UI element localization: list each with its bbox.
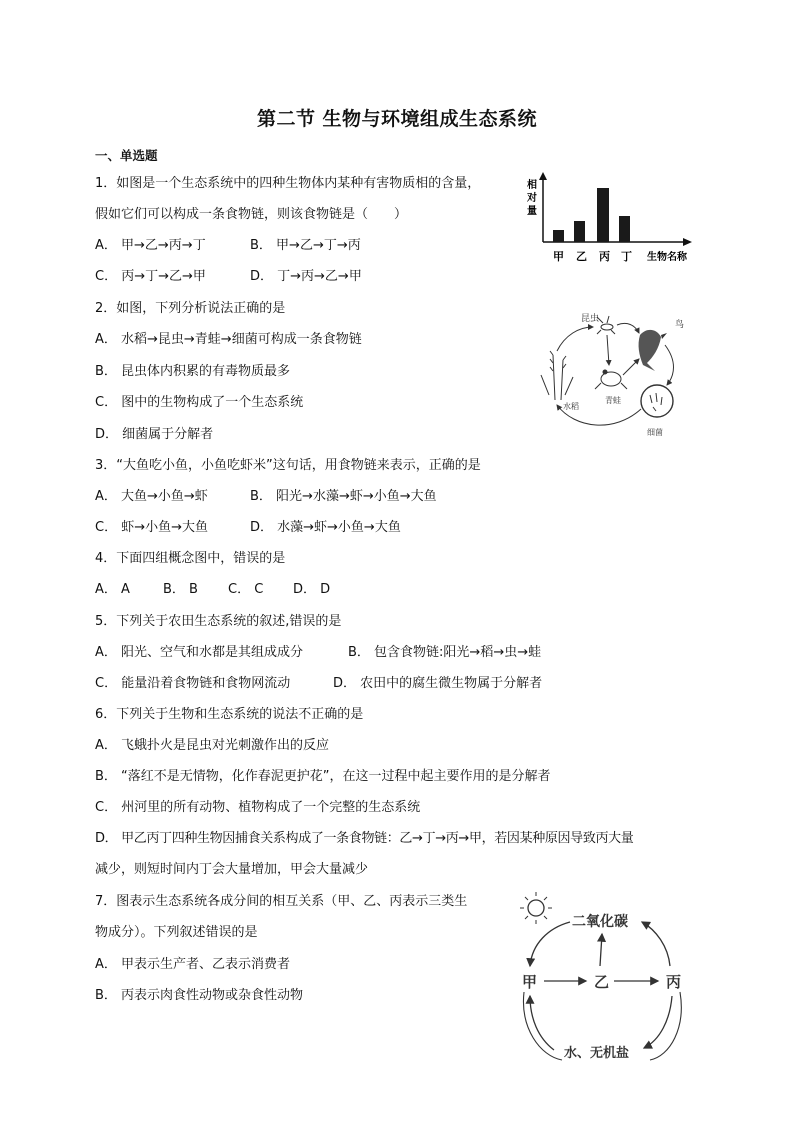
q7-label-yi: 乙 [594,973,610,991]
arrow-yi-co2 [600,934,602,966]
q1-option-d: D． 丁→丙→乙→甲 [250,269,362,284]
arrow-bing-co2 [642,922,670,966]
arrow-rice-insect [557,327,593,351]
q3-option-b: B． 阳光→水藻→虾→小鱼→大鱼 [250,489,437,504]
arrow-co2-jia [530,922,570,966]
q5-option-a: A． 阳光、空气和水都是其组成成分 [95,645,304,660]
q2-label-bacteria: 细菌 [647,428,663,437]
q7-option-b: B． 丙表示肉食性动物或杂食性动物 [95,988,304,1003]
q1-bar-jia [553,230,564,242]
q3-option-d: D． 水藻→虾→小鱼→大鱼 [250,520,401,535]
q4-option-d: D． D [293,582,331,597]
q5-stem: 5．下列关于农田生态系统的叙述,错误的是 [95,614,342,629]
q2-food-web-figure [535,305,705,445]
q6-option-c: C． 州河里的所有动物、植物构成了一个完整的生态系统 [95,800,421,815]
q1-bar-ding [619,216,630,242]
q7-ecosystem-diagram [510,888,710,1063]
q2-label-insect: 昆虫 [581,314,600,324]
q7-option-a: A． 甲表示生产者、乙表示消费者 [95,957,291,972]
q6-option-d-line2: 减少，则短时间内丁会大量增加，甲会大量减少 [95,862,369,877]
q4-stem: 4．下面四组概念图中，错误的是 [95,551,286,566]
section-heading: 一、单选题 [95,148,158,163]
q1-bar-chart [515,170,705,270]
q7-label-water: 水、无机盐 [564,1046,630,1061]
q2-option-c: C． 图中的生物构成了一个生态系统 [95,395,304,410]
q2-label-frog: 青蛙 [605,396,621,405]
q1-ylabel-char: 相 [527,180,537,191]
q1-tick-yi: 乙 [576,250,587,263]
q2-label-rice: 水稻 [563,402,579,411]
q2-option-b: B． 昆虫体内积累的有毒物质最多 [95,364,291,379]
arrow-water-jia [530,996,554,1050]
arrow-frog-bird [623,359,639,375]
q5-option-d: D． 农田中的腐生微生物属于分解者 [333,676,543,691]
q1-y-axis-arrow [539,172,547,180]
q6-option-a: A． 飞蛾扑火是昆虫对光刺激作出的反应 [95,738,330,753]
q3-option-a: A． 大鱼→小鱼→虾 [95,489,208,504]
q1-tick-bing: 丙 [599,250,610,263]
q1-ylabel-char: 量 [527,206,537,217]
q7-label-co2: 二氧化碳 [572,914,628,930]
q5-option-b: B． 包含食物链:阳光→稻→虫→蛙 [348,645,542,660]
q3-option-c: C． 虾→小鱼→大鱼 [95,520,208,535]
q6-option-b: B． “落红不是无情物，化作春泥更护花”，在这一过程中起主要作用的是分解者 [95,769,551,784]
outer-curve-right [650,992,681,1060]
arrow-bing-water [644,996,672,1048]
q7-stem-line1: 7．图表示生态系统各成分间的相互关系（甲、乙、丙表示三类生 [95,894,468,909]
q4-option-c: C． C [228,582,264,597]
q1-stem-line1: 1．如图是一个生态系统中的四种生物体内某种有害物质相的含量， [95,176,481,191]
frog-icon [595,370,627,390]
q1-xlabel: 生物名称 [647,252,687,263]
q4-option-a: A． A [95,582,130,597]
arrow-bird-bacteria [665,345,674,385]
q2-option-d: D． 细菌属于分解者 [95,427,214,442]
q6-stem: 6．下列关于生物和生态系统的说法不正确的是 [95,707,364,722]
bacteria-icon [641,385,673,417]
q2-stem: 2．如图，下列分析说法正确的是 [95,301,286,316]
q1-tick-ding: 丁 [621,250,632,263]
q6-option-d-line1: D． 甲乙丙丁四种生物因捕食关系构成了一条食物链：乙→丁→丙→甲，若因某种原因导致丙大量 [95,831,634,846]
q7-label-bing: 丙 [666,973,682,991]
q5-option-c: C． 能量沿着食物链和食物网流动 [95,676,291,691]
insect-icon [597,316,615,334]
q2-option-a: A． 水稻→昆虫→青蛙→细菌可构成一条食物链 [95,332,362,347]
sun-icon [520,892,552,924]
q1-option-c: C． 丙→丁→乙→甲 [95,269,206,284]
arrow-insect-frog [607,335,609,365]
q3-stem: 3．“大鱼吃小鱼，小鱼吃虾米”这句话，用食物链来表示，正确的是 [95,458,481,473]
rice-icon [541,351,573,400]
q1-ylabel [526,178,537,217]
q1-option-b: B． 甲→乙→丁→丙 [250,238,361,253]
arrow-insect-bird [617,323,639,333]
q7-label-jia: 甲 [522,973,538,991]
q7-stem-line2: 物成分）。下列叙述错误的是 [95,925,258,940]
q1-stem-line2: 假如它们可以构成一条食物链，则该食物链是（ ） [95,207,408,222]
q2-label-bird: 鸟 [675,320,685,330]
page-title: 第二节 生物与环境组成生态系统 [256,108,538,130]
q1-option-a: A． 甲→乙→丙→丁 [95,238,206,253]
q4-option-b: B． B [163,582,198,597]
q1-tick-jia: 甲 [553,250,564,263]
q1-bar-yi [574,221,585,242]
outer-curve-left [523,992,562,1060]
q1-bar-bing [597,188,609,242]
q1-ylabel-char: 对 [527,193,537,204]
q1-x-axis-arrow [683,238,692,246]
bird-icon [639,330,667,371]
